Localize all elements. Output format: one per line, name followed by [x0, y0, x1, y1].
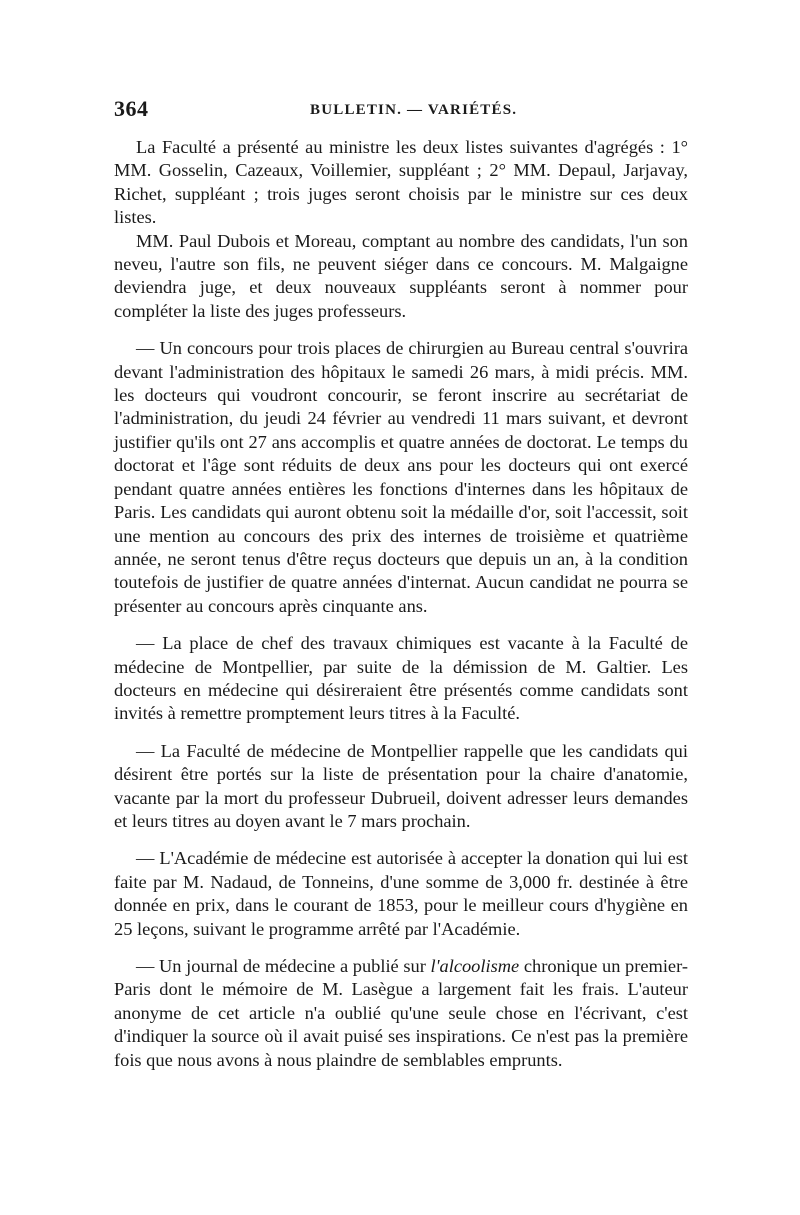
paragraph-chaire-anatomie: — La Faculté de médecine de Montpellier rappelle que les candidats qui désirent être portés sur la liste de présentation pour la chaire d'anatomie, vacante par la mort du professeur Dubrueil, doivent adresser leurs demandes et leurs titres au doyen avant le 7 mars prochain. — [114, 740, 688, 831]
alcoolisme-italic-term: l'alcoolisme — [430, 956, 520, 976]
paragraph-donation-nadaud: — L'Académie de médecine est autorisée à accepter la donation qui lui est faite par M. Nadaud, de Tonneins, d'une somme de 3,000 fr. destinée à être donnée en prix, dans le courant de 1853, pour le meilleur cours d'hygiène en 25 leçons, suivant le programme arrêté par l'Académie. — [114, 848, 688, 939]
alcoolisme-text-before: — Un journal de médecine a publié sur — [136, 956, 431, 976]
page-number: 364 — [114, 96, 149, 121]
alcoolisme-text-after: chronique un premier-Paris dont le mémoire de M. Lasègue a largement fait les frais. L'auteur anonyme de cet article n'a oublié qu'une seule chose en l'écrivant, c'est d'indiquer la source où il avait puisé ses inspirations. Ce n'est pas la première fois que nous avons à nous plaindre de semblables emprunts. — [114, 956, 688, 1070]
paragraph-chef-travaux: — La place de chef des travaux chimiques est vacante à la Faculté de médecine de Montpellier, par suite de la démission de M. Galtier. Les docteurs en médecine qui désireraient être présentés comme candidats sont invités à remettre promptement leurs titres à la Faculté. — [114, 633, 688, 724]
paragraph-alcoolisme — [114, 955, 688, 1072]
running-head: BULLETIN. — VARIÉTÉS. — [310, 102, 518, 118]
body-text — [114, 136, 688, 1072]
paragraph-juges: MM. Paul Dubois et Moreau, comptant au nombre des candidats, l'un son neveu, l'autre son fils, ne peuvent siéger dans ce concours. M. Malgaigne deviendra juge, et deux nouveaux suppléants seront à nommer pour compléter la liste des juges professeurs. — [114, 230, 688, 321]
paragraph-agreges-lists: La Faculté a présenté au ministre les deux listes suivantes d'agrégés : 1° MM. Gosselin, Cazeaux, Voillemier, suppléant ; 2° MM. Depaul, Jarjavay, Richet, suppléant ; trois juges seront choisis par le ministre sur ces deux listes. — [114, 137, 688, 228]
page-header — [114, 96, 688, 136]
paragraph-concours-chirurgien: — Un concours pour trois places de chirurgien au Bureau central s'ouvrira devant l'administration des hôpitaux le samedi 26 mars, à midi précis. MM. les docteurs qui voudront concourir, se feront inscrire au secrétariat de l'administration, du jeudi 24 février au vendredi 11 mars suivant, et devront justifier qu'ils ont 27 ans accomplis et quatre années de doctorat. Le temps du doctorat et l'âge sont réduits de deux ans pour les docteurs qui ont exercé pendant quatre années entières les fonctions d'internes dans les hôpitaux de Paris. Les candidats qui auront obtenu soit la médaille d'or, soit l'accessit, soit une mention au concours des prix des internes de troisième et quatrième année, ne seront tenus d'être reçus docteurs que depuis un an, à la condition toutefois de justifier de quatre années d'internat. Aucun candidat ne pourra se présenter au concours après cinquante ans. — [114, 338, 688, 616]
